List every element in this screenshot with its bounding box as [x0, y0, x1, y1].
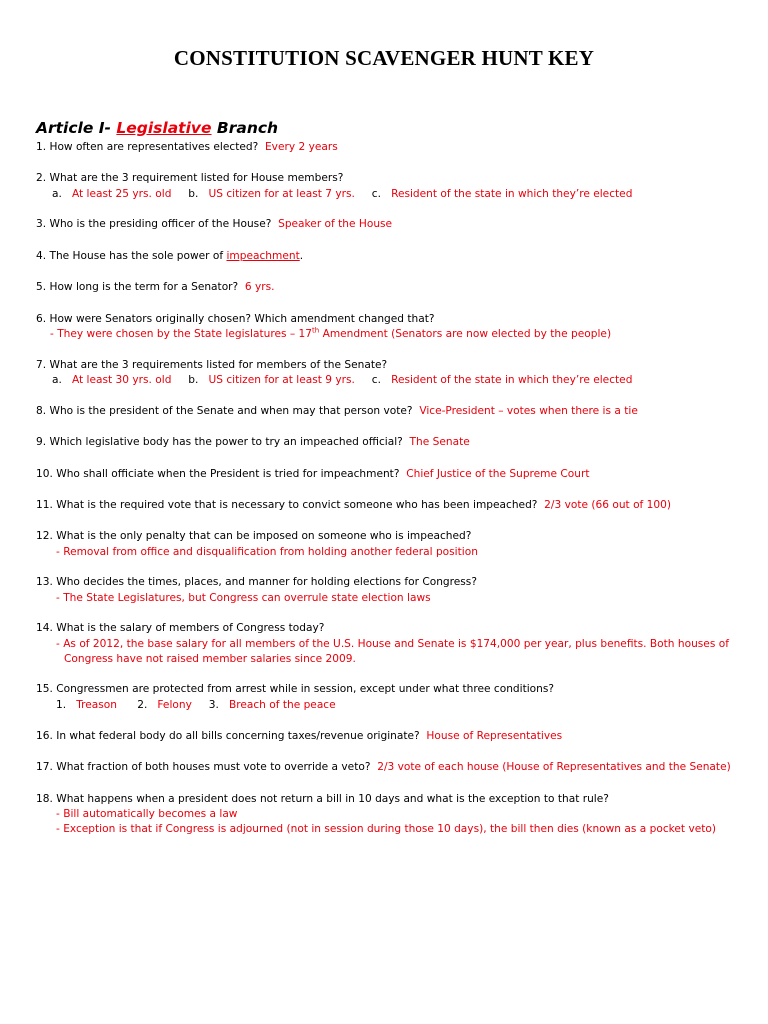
document-title: CONSTITUTION SCAVENGER HUNT KEY	[173, 46, 595, 70]
section-prefix: Article I-	[36, 119, 117, 137]
question-text: 9. Which legislative body has the power to try an impeached official?	[36, 436, 403, 448]
question-7: 7. What are the 3 requirements listed for members of the Senate?	[36, 359, 388, 371]
answer-option-b: US citizen for at least 7 yrs.	[208, 188, 355, 200]
question-text: 17. What fraction of both houses must vote to override a veto?	[36, 761, 371, 773]
question-18: 18. What happens when a president does not return a bill in 10 days and what is the exception to that rule?	[36, 793, 609, 805]
option-label-a: a.	[52, 188, 62, 200]
answer-text: impeachment	[226, 250, 300, 262]
question-11	[36, 498, 671, 512]
option-label-b: b.	[188, 188, 199, 200]
answer-14-line-1: - As of 2012, the base salary for all members of the U.S. House and Senate is $174,000 per year, plus benefits. Both houses of	[56, 638, 729, 650]
answer-text: House of Representatives	[426, 730, 563, 742]
question-text: 3. Who is the presiding officer of the House?	[36, 218, 272, 230]
question-text: 5. How long is the term for a Senator?	[36, 281, 239, 293]
answer-text: 2/3 vote of each house (House of Representatives and the Senate)	[377, 761, 731, 773]
question-5	[36, 280, 275, 294]
question-10	[36, 467, 590, 481]
answer-part-2: Amendment (Senators are now elected by the people)	[319, 328, 612, 340]
question-14: 14. What is the salary of members of Congress today?	[36, 622, 325, 634]
question-9	[36, 435, 470, 449]
question-text: 4. The House has the sole power of	[36, 250, 224, 262]
answer-text: The Senate	[409, 436, 470, 448]
question-text: 11. What is the required vote that is necessary to convict someone who has been impeached?	[36, 499, 538, 511]
answer-12: - Removal from office and disqualification from holding another federal position	[56, 546, 478, 558]
option-label-c: c.	[371, 188, 381, 200]
answer-text: Speaker of the House	[278, 218, 393, 230]
list-label-3: 3.	[208, 699, 219, 711]
answer-14-line-2: Congress have not raised member salaries since 2009.	[64, 653, 356, 665]
answer-text: 2/3 vote (66 out of 100)	[544, 499, 672, 511]
answer-option-c: Resident of the state in which they’re elected	[391, 374, 633, 386]
answer-text: 6 yrs.	[244, 281, 275, 293]
answer-7-options	[52, 373, 632, 387]
answer-item-2: Felony	[157, 699, 192, 711]
answer-2-options	[52, 187, 632, 201]
question-text: 8. Who is the president of the Senate and when may that person vote?	[36, 405, 413, 417]
answer-13: - The State Legislatures, but Congress can overrule state election laws	[56, 592, 431, 604]
option-label-c: c.	[371, 374, 381, 386]
question-12: 12. What is the only penalty that can be imposed on someone who is impeached?	[36, 530, 472, 542]
list-label-1: 1.	[56, 699, 67, 711]
answer-item-1: Treason	[76, 699, 117, 711]
question-17	[36, 760, 731, 774]
question-text: 1. How often are representatives elected?	[36, 141, 259, 153]
answer-part-1: - They were chosen by the State legislatures – 17	[50, 328, 313, 340]
option-label-b: b.	[188, 374, 199, 386]
question-text: 16. In what federal body do all bills concerning taxes/revenue originate?	[36, 730, 420, 742]
answer-text: Chief Justice of the Supreme Court	[406, 468, 590, 480]
answer-18-line-1: - Bill automatically becomes a law	[56, 808, 238, 820]
question-16	[36, 729, 562, 743]
answer-option-a: At least 25 yrs. old	[71, 188, 172, 200]
question-2: 2. What are the 3 requirement listed for House members?	[36, 172, 344, 184]
question-8	[36, 404, 638, 418]
answer-option-b: US citizen for at least 9 yrs.	[208, 374, 355, 386]
question-13: 13. Who decides the times, places, and manner for holding elections for Congress?	[36, 576, 477, 588]
answer-superscript: th	[312, 326, 320, 335]
answer-option-c: Resident of the state in which they’re elected	[391, 188, 633, 200]
question-4	[36, 249, 303, 263]
question-15: 15. Congressmen are protected from arrest while in session, except under what three conditions?	[36, 683, 555, 695]
answer-6	[50, 327, 611, 341]
section-heading	[36, 119, 278, 137]
list-label-2: 2.	[137, 699, 148, 711]
answer-text: Vice-President – votes when there is a tie	[419, 405, 638, 417]
option-label-a: a.	[52, 374, 62, 386]
section-suffix: Branch	[211, 119, 279, 137]
section-keyword: Legislative	[116, 119, 212, 137]
answer-option-a: At least 30 yrs. old	[71, 374, 172, 386]
answer-15-list	[56, 698, 336, 712]
answer-item-3: Breach of the peace	[228, 699, 336, 711]
answer-18-line-2: - Exception is that if Congress is adjourned (not in session during those 10 days), the bill then dies (known as a pocket veto)	[56, 823, 717, 835]
question-text: 10. Who shall officiate when the President is tried for impeachment?	[36, 468, 400, 480]
question-6: 6. How were Senators originally chosen? Which amendment changed that?	[36, 313, 435, 325]
question-end: .	[299, 250, 304, 262]
question-1	[36, 140, 338, 154]
answer-text: Every 2 years	[264, 141, 338, 153]
question-3	[36, 217, 392, 231]
